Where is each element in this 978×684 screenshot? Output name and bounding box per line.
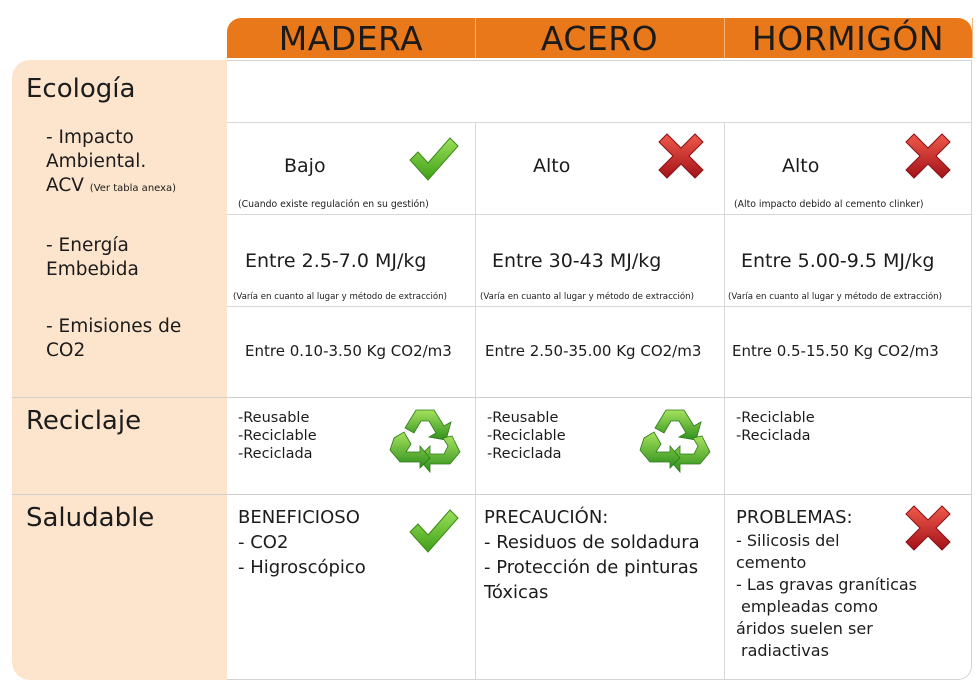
label-line: - Energía	[46, 235, 129, 256]
section-title-saludable: Saludable	[26, 503, 155, 533]
saludable-acero	[484, 505, 700, 605]
label-line	[46, 174, 176, 201]
emisiones-acero-value: Entre 2.50-35.00 Kg CO2/m3	[485, 342, 702, 360]
saludable-hormigon	[736, 505, 917, 662]
list-item: cemento	[736, 553, 807, 572]
saludable-heading: PROBLEMAS:	[736, 507, 853, 528]
reciclaje-acero-list	[487, 409, 566, 463]
impacto-hormigon-note: (Alto impacto debido al cemento clinker)	[734, 199, 924, 210]
label-note: (Ver tabla anexa)	[89, 183, 177, 194]
label-line: CO2	[46, 340, 86, 361]
saludable-heading: BENEFICIOSO	[238, 507, 360, 528]
list-item: - Silicosis del	[736, 531, 840, 550]
label-line: Embebida	[46, 259, 139, 280]
label-line: Ambiental.	[46, 151, 147, 172]
list-item: - CO2	[238, 532, 289, 553]
check-icon	[408, 508, 460, 558]
impacto-madera-note: (Cuando existe regulación en su gestión)	[238, 199, 429, 210]
energia-acero-value: Entre 30-43 MJ/kg	[492, 250, 662, 272]
list-item: -Reciclada	[736, 428, 811, 444]
row-divider	[227, 214, 972, 215]
list-item: áridos suelen ser	[736, 619, 873, 638]
reciclaje-madera-list	[238, 409, 317, 463]
list-item: -Reusable	[238, 410, 310, 426]
label-line: - Impacto	[46, 127, 134, 148]
list-item: radiactivas	[741, 641, 829, 660]
section-title-ecologia: Ecología	[26, 74, 136, 104]
section-divider	[12, 494, 972, 495]
impacto-acero-value: Alto	[533, 155, 571, 177]
row-divider	[227, 122, 972, 123]
list-item: -Reciclada	[238, 446, 313, 462]
list-item: - Protección de pinturas	[484, 557, 699, 578]
label-emisiones	[46, 315, 181, 363]
energia-hormigon-note: (Varía en cuanto al lugar y método de extracción)	[728, 292, 942, 302]
column-header-hormigon: HORMIGÓN	[724, 18, 973, 58]
list-item: - Higroscópico	[238, 557, 366, 578]
saludable-madera	[238, 505, 366, 580]
label-energia	[46, 234, 139, 282]
list-item: - Las gravas graníticas	[736, 575, 918, 594]
recycle-icon	[388, 406, 462, 478]
column-divider	[475, 122, 476, 680]
impacto-madera-value: Bajo	[284, 155, 326, 177]
check-icon	[408, 136, 460, 186]
column-header-acero: ACERO	[475, 18, 725, 58]
list-item: -Reusable	[487, 410, 559, 426]
label-line: - Emisiones de	[46, 316, 182, 337]
row-divider	[227, 306, 972, 307]
reciclaje-hormigon-list	[736, 409, 815, 445]
label-text: ACV	[46, 175, 84, 196]
emisiones-hormigon-value: Entre 0.5-15.50 Kg CO2/m3	[732, 342, 939, 360]
emisiones-madera-value: Entre 0.10-3.50 Kg CO2/m3	[245, 342, 452, 360]
saludable-heading: PRECAUCIÓN:	[484, 507, 609, 528]
list-item: -Reciclada	[487, 446, 562, 462]
energia-madera-note: (Varía en cuanto al lugar y método de extracción)	[233, 292, 447, 302]
cross-icon	[902, 504, 954, 558]
list-item: -Reciclable	[238, 428, 317, 444]
list-item: -Reciclable	[736, 410, 815, 426]
recycle-icon	[638, 406, 712, 478]
list-item: empleadas como	[741, 597, 879, 616]
list-item: -Reciclable	[487, 428, 566, 444]
column-header-madera: MADERA	[227, 18, 476, 58]
list-item: Tóxicas	[484, 582, 549, 603]
section-divider	[12, 397, 972, 398]
list-item: - Residuos de soldadura	[484, 532, 700, 553]
section-title-reciclaje: Reciclaje	[26, 406, 142, 436]
impacto-hormigon-value: Alto	[782, 155, 820, 177]
cross-icon	[655, 132, 707, 186]
column-divider	[724, 122, 725, 680]
energia-hormigon-value: Entre 5.00-9.5 MJ/kg	[741, 250, 935, 272]
energia-acero-note: (Varía en cuanto al lugar y método de extracción)	[480, 292, 694, 302]
cross-icon	[902, 132, 954, 186]
energia-madera-value: Entre 2.5-7.0 MJ/kg	[245, 250, 427, 272]
label-impacto	[46, 126, 176, 201]
